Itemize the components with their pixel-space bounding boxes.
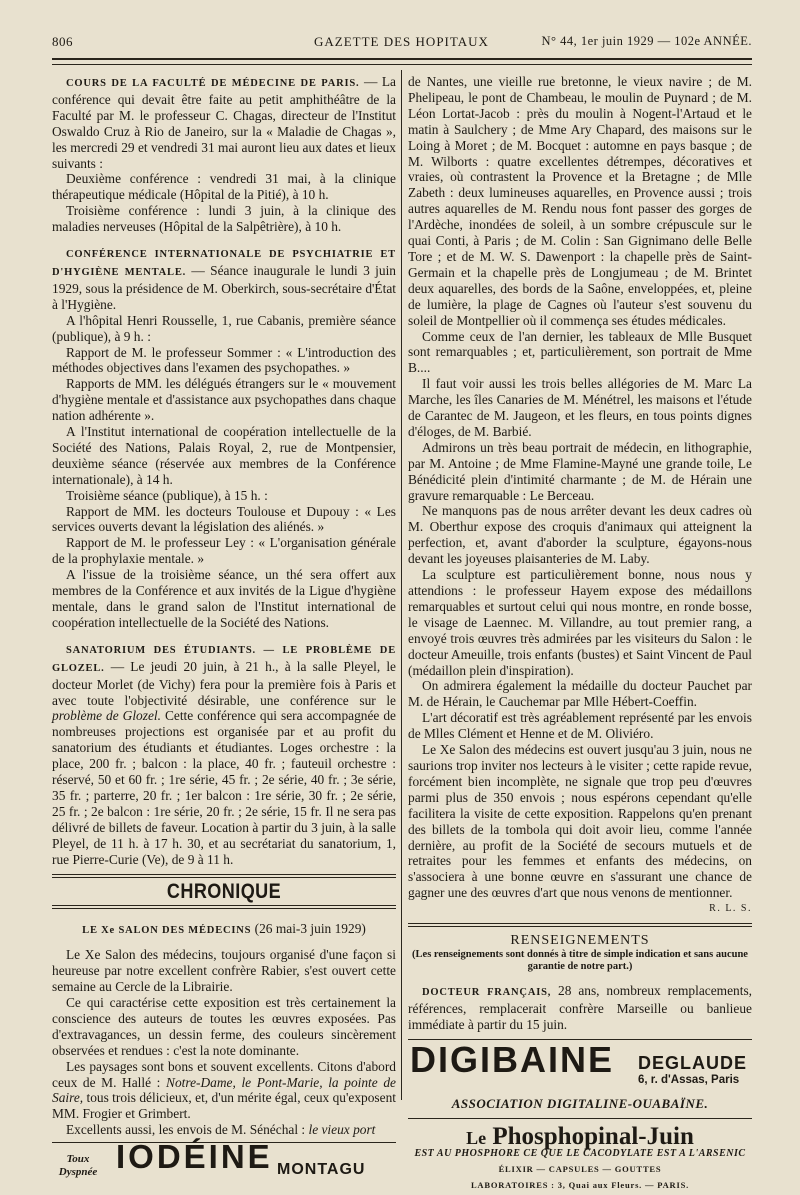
- iodeine-indication: Toux Dyspnée: [58, 1153, 98, 1179]
- right-paragraph-6: La sculpture est particulièrement bonne, nous nous y attendions : le professeur Hayem expose des médaillons remarquables et surtout celui qui nous montre, en ronde bosse, le visage de Laennec. M. Villandre, au tout premier rang, a envoyé trois œuvres très admirées par les visiteurs du Salon : le docteur Ameuille, trois enfants (bustes) et Saint Vincent de Paul (médaillon plein d'inspiration).: [408, 567, 752, 678]
- salon-paragraph-4: Excellents aussi, les envois de M. Sénéchal : le vieux port: [66, 1122, 376, 1138]
- chronique-heading: CHRONIQUE: [166, 879, 282, 903]
- salon-paragraph-3: Les paysages sont bons et souvent excellents. Citons d'abord ceux de M. Hallé : Notre-Dame, le Pont-Marie, la pointe de Saire, tous trois délicieux, et, d'un mérite égal, ceux qu'exposent MM. Frogier et Grimbert.: [52, 1058, 396, 1122]
- column-separator: [401, 70, 402, 1100]
- conf-heading: CONFÉRENCE INTERNATIONALE DE PSYCHIATRIE ET D'HYGIÈNE MENTALE.: [52, 249, 396, 278]
- digibaine-association: ASSOCIATION DIGITALINE-OUABAÏNE.: [451, 1095, 709, 1111]
- renseignements-ad: DOCTEUR FRANÇAIS, 28 ans, nombreux remplacements, références, remplacerait confrère Marseille ou banlieue immédiate à partir du 15 juin.: [408, 982, 753, 1032]
- iodeine-product: IODÉINE: [116, 1138, 273, 1176]
- phosphopinal-tagline: EST AU PHOSPHORE CE QUE LE CACODYLATE EST A L'ARSENIC: [414, 1148, 746, 1160]
- right-paragraph-4: Admirons un très beau portrait de médecin, en lithographie, par M. Antoine ; de Mme Flamine-Mayné une grande toile, Le Bénédicité plein d'intimité charmante ; de M. de Hérain une gravure remarquable : Le Berceau.: [408, 439, 752, 503]
- page-number: 806: [52, 34, 73, 49]
- sanatorium-heading: SANATORIUM DES ÉTUDIANTS.: [66, 644, 256, 656]
- phosphopinal-lab: LABORATOIRES : 3, Quai aux Fleurs. — PARIS.: [470, 1180, 690, 1191]
- section-rule: [52, 874, 396, 878]
- cours-paragraph: COURS DE LA FACULTÉ DE MÉDECINE DE PARIS. — La conférence qui devait être faite au petit amphithéâtre de la Faculté par M. le professeur C. Chagas, directeur de l'Institut Oswaldo Cruz à Rio de Janeiro, sur la « Maladie de Chagas », les mercredi 29 et vendredi 31 mai auront lieu aux dates et lieux suivants :: [52, 74, 396, 171]
- iodeine-advertisement: [52, 1138, 396, 1195]
- conf-paragraph-7: Rapport de MM. les docteurs Toulouse et Dupouy : « Les services ouverts devant la législation des aliénés. »: [52, 503, 396, 535]
- sanatorium-paragraph: SANATORIUM DES ÉTUDIANTS. — LE PROBLÈME DE GLOZEL. — Le jeudi 20 juin, à 21 h., à la salle Pleyel, le docteur Morlet (de Vichy) fera pour la première fois à Paris et avec toute l'objectivité désirable, une conférence sur le problème de Glozel. Cette conférence qui sera accompagnée de nombreuses projections est organisée par et au profit du sanatorium des étudiants et étudiantes. Loges orchestre : la place, 200 fr. ; balcon : la place, 40 fr. ; fauteuil orchestre : réservé, 50 et 60 fr. ; 1re série, 45 fr. ; 2e série, 40 fr. ; 3e série, 35 fr. ; parterre, 20 fr. ; 1er balcon : 1re série, 30 fr. ; 2e série, 25 fr. ; 2e balcon : 1re série, 20 fr. ; 2e série, 15 fr. Il ne sera pas délivré de billets de faveur. Location à partir du 3 juin, à la salle Pleyel, de 11 h. à 17 h. 30, et au secrétariat du sanatorium, 1, rue Pierre-Curie (Ve), de 9 à 11 h.: [52, 644, 396, 867]
- header-rule-thin: [52, 64, 752, 65]
- phosphopinal-product: Phosphopinal-Juin: [492, 1122, 694, 1150]
- salon-paragraph-1: Le Xe Salon des médecins, toujours organisé d'une façon si heureuse par notre excellent confrère Rabier, s'est ouvert cette semaine au Cercle de la Librairie.: [52, 947, 396, 995]
- digibaine-lab: DEGLAUDE: [638, 1052, 748, 1073]
- phosphopinal-forms: ÉLIXIR — CAPSULES — GOUTTES: [498, 1164, 662, 1175]
- right-paragraph-7: On admirera également la médaille du docteur Pauchet par M. de Hérain, le Cauchemar par Mlle Hébert-Coeffin.: [408, 678, 752, 710]
- section-rule-2: [52, 905, 396, 909]
- right-paragraph-8: L'art décoratif est très agréablement représenté par les envois de Mlles Clément et Henne et de M. Oliviéro.: [408, 710, 752, 742]
- issue-info: N° 44, 1er juin 1929 — 102e ANNÉE.: [541, 34, 752, 48]
- conf-paragraph-2: A l'hôpital Henri Rousselle, 1, rue Cabanis, première séance (publique), à 9 h. :: [52, 312, 396, 344]
- right-paragraph-3: Il faut voir aussi les trois belles allégories de M. Marc La Marche, les îles Canaries de M. Ménétrel, les maisons et l'étude de Carantec de M. Jaugeon, et les fleurs, en tous points dignes d'éloges, de M. Barbié.: [408, 376, 752, 439]
- right-paragraph-9: Le Xe Salon des médecins est ouvert jusqu'au 3 juin, nous ne saurions trop inviter nos lecteurs à le visiter ; cette rapide revue, forcément bien incomplète, ne signale que trop peu d'œuvres parmi plus de 350 envois ; nous espérons cependant qu'elle facilitera la visite de cette exposition. Rappelons qu'en prenant des billets de la tombola qui doit avoir lieu, comme l'année dernière, au profit de la Société de secours mutuels et de retraites pour les femmes et enfants des médecins, on s'associera à une bonne œuvre en s'assurant une chance de gagner une des œuvres d'art que nous venons de mentionner.: [408, 742, 752, 901]
- cours-paragraph-3: Troisième conférence : lundi 3 juin, à la clinique des maladies nerveuses (Hôpital de la Salpêtrière), à 10 h.: [52, 203, 396, 235]
- conf-paragraph: CONFÉRENCE INTERNATIONALE DE PSYCHIATRIE ET D'HYGIÈNE MENTALE. — Séance inaugurale le lundi 3 juin 1929, sous la présidence de M. Oberkirch, sous-secrétaire d'État à l'Hygiène.: [52, 249, 396, 312]
- iodeine-brand: MONTAGU: [277, 1161, 366, 1179]
- digibaine-advertisement: [408, 1038, 752, 1096]
- conf-paragraph-5: A l'Institut international de coopération intellectuelle de la Société des Nations, Palais Royal, 2, rue de Montpensier, deuxième séance (réservée aux membres de la Conférence internationale), à 14 h.: [52, 424, 396, 487]
- conf-paragraph-4: Rapports de MM. les délégués étrangers sur le « mouvement d'hygiène mentale et d'assistance aux psychopathes dans chaque nation adhérente ».: [52, 376, 396, 424]
- right-paragraph-5: Ne manquons pas de nous arrêter devant les deux cadres où M. Oberthur expose des croquis d'animaux qui atteignent la perfection, et, avant d'aborder la sculpture, égayons-nous devant les joyeuses plaisanteries de M. Laby.: [408, 503, 752, 567]
- salon-paragraph-2: Ce qui caractérise cette exposition est très certainement la conscience des auteurs de toutes les œuvres exposées. Pas d'extravagances, un dessin ferme, des couleurs sincèrement observées et rendues : c'est la note dominante.: [52, 995, 396, 1058]
- article-signature: R. L. S.: [709, 903, 752, 915]
- header-rule: [52, 58, 752, 60]
- right-paragraph-2: Comme ceux de l'an dernier, les tableaux de Mlle Busquet sont remarquables ; et, particulièrement, son portrait de Mme B....: [408, 328, 752, 376]
- renseignements-note: (Les renseignements sont donnés à titre de simple indication et sans aucune garantie de notre part.): [412, 948, 748, 972]
- phosphopinal-advertisement: Le Phosphopinal-Juin: [466, 1122, 694, 1150]
- rens-rule: [408, 923, 752, 927]
- conf-paragraph-3: Rapport de M. le professeur Sommer : « L'introduction des méthodes objectives dans l'examen des psychopathes. »: [52, 344, 396, 376]
- conf-paragraph-9: A l'issue de la troisième séance, un thé sera offert aux membres de la Conférence et aux invités de la Ligue d'hygiène mentale, dans le grand salon de l'Institut international de coopération intellectuelle de la Société des Nations.: [52, 567, 396, 630]
- salon-heading: LE Xe SALON DES MÉDECINS (26 mai-3 juin 1929): [82, 921, 366, 937]
- ad-rule-2: [408, 1118, 752, 1119]
- conf-paragraph-8: Rapport de M. le professeur Ley : « L'organisation générale de la prophylaxie mentale. »: [52, 535, 396, 567]
- digibaine-address: 6, r. d'Assas, Paris: [638, 1073, 740, 1086]
- right-column: [408, 74, 752, 1194]
- cours-heading: COURS DE LA FACULTÉ DE MÉDECINE DE PARIS.: [66, 78, 360, 89]
- cours-paragraph-2: Deuxième conférence : vendredi 31 mai, à la clinique thérapeutique médicale (Hôpital de la Pitié), à 10 h.: [52, 171, 396, 203]
- renseignements-heading: RENSEIGNEMENTS: [510, 933, 650, 949]
- right-paragraph-1: de Nantes, une vieille rue bretonne, le vieux navire ; de M. Phelipeau, le pont de Chambeau, le moulin de Puynard ; de M. Léon Lortat-Jacob : près du moulin à Nogent-l'Artaud et le matin à Saulchery ; de Mme Ary Chapard, des maisons sur le Loing à Moret ; de M. Bocquet : automne en pays basque ; de M. Wilborts : quatre excellentes détrempes, décoratives et vraies, où contrastent la Provence et la Bretagne ; de Mlle Zabeth : deux lumineuses aquarelles, en Provence aussi ; trois autres aquarelles de M. Rendu nous font passer des gorges de l'Ardèche, inondées de soleil, à un sombre crépuscule sur le quai Conti, à Paris ; de M. Colin : San Gignimano delle Belle Tore ; et de M. W. S. Dawenport : la chapelle près de Saint-Germain et la chapelle près de Longjumeau ; de M. Brintet deux aquarelles, des bords de la Saône, enveloppées, et, pleine de lumière, la plage de Cagnes où l'auteur s'est souvenu du soleil de Montpellier où il commença ses études médicales.: [408, 74, 752, 328]
- conf-paragraph-6: Troisième séance (publique), à 15 h. :: [66, 487, 268, 503]
- left-column: [52, 74, 396, 1195]
- journal-title: GAZETTE DES HOPITAUX: [314, 34, 489, 49]
- digibaine-product: DIGIBAINE: [410, 1038, 615, 1080]
